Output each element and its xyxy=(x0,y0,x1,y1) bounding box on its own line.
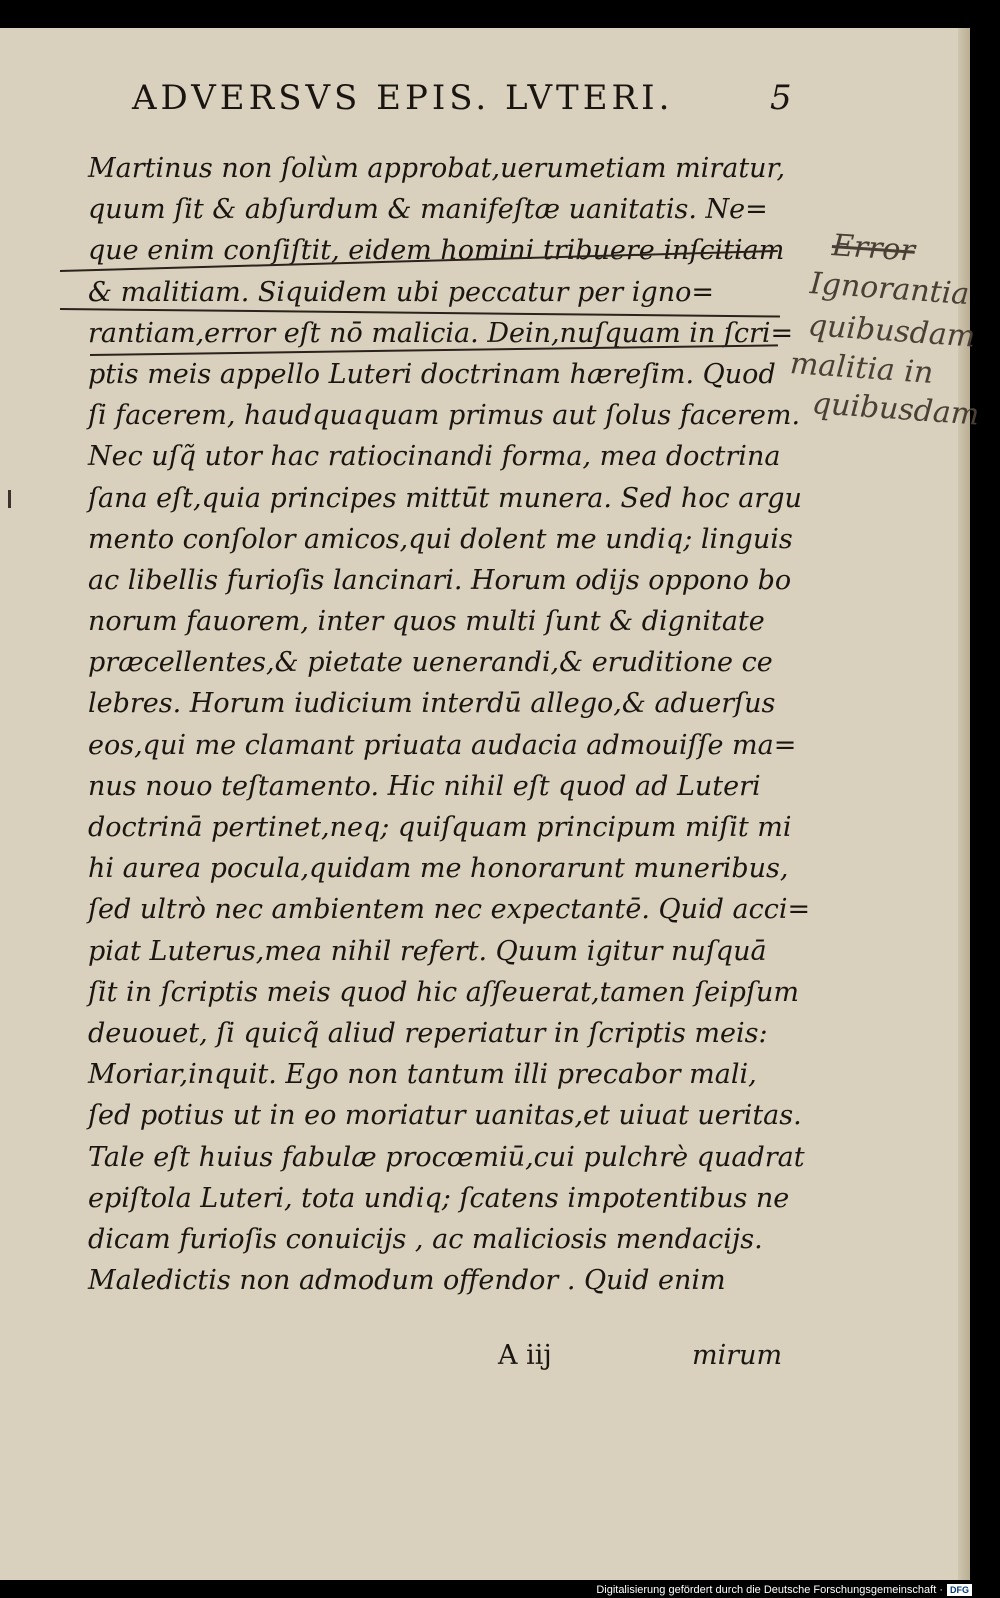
text-line: deuouet, ſi quicq̃ aliud reperiatur in ſcriptis meis: xyxy=(88,1017,768,1049)
text-line: Martinus non ſolùm approbat,uerumetiam miratur, xyxy=(88,153,786,184)
text-line: ſi facerem, haudquaquam primus aut ſolus facerem. xyxy=(88,400,801,432)
text-line: ſit in ſcriptis meis quod hic aſſeuerat,tamen ſeipſum xyxy=(88,976,799,1008)
dfg-logo: DFG xyxy=(947,1584,972,1596)
text-line: Tale eſt huius fabulæ procœmiū,cui pulchrè quadrat xyxy=(88,1141,805,1173)
text-line: mento conſolor amicos,qui dolent me undiq; linguis xyxy=(88,523,793,555)
text-line: piat Luterus,mea nihil refert. Quum igitur nuſquā xyxy=(88,935,767,967)
marginal-note: Ignorantia xyxy=(808,266,971,313)
text-line: Maledictis non admodum offendor . Quid enim xyxy=(88,1265,726,1297)
text-line: nus nouo teſtamento. Hic nihil eſt quod ad Luteri xyxy=(88,770,761,802)
text-line: ſana eſt,quia principes mittūt munera. Sed hoc argu xyxy=(88,482,802,514)
page-fore-edge xyxy=(958,28,970,1580)
text-line: præcellentes,& pietate uenerandi,& eruditione ce xyxy=(88,647,773,679)
text-line: ſed ultrò nec ambientem nec expectantē. Quid acci= xyxy=(88,894,811,926)
gutter-mark xyxy=(8,490,11,508)
text-line: que enim conſiſtit, eidem homini tribuere inſcitiam xyxy=(88,235,785,267)
text-line: eos,qui me clamant priuata audacia admouiſſe ma= xyxy=(88,729,797,761)
text-line: ac libellis furioſis lancinari. Horum odijs oppono bo xyxy=(88,564,792,596)
body-text xyxy=(88,148,811,1301)
text-line: ptis meis appello Luteri doctrinam hæreſim. Quod xyxy=(88,358,776,390)
text-line: ſed potius ut in eo moriatur uanitas,et uiuat ueritas. xyxy=(88,1100,802,1132)
signature-mark: A iij xyxy=(498,1340,552,1371)
text-line: dicam furioſis conuicijs , ac maliciosis mendacijs. xyxy=(88,1223,763,1255)
marginal-note: quibusdam xyxy=(806,308,977,355)
text-line: norum fauorem, inter quos multi ſunt & dignitate xyxy=(88,606,765,638)
running-head: ADVERSVS EPIS. LVTERI. xyxy=(132,78,674,118)
text-line: & malitiam. Siquidem ubi peccatur per igno= xyxy=(88,276,714,308)
text-line: epiſtola Luteri, tota undiq; ſcatens impotentibus ne xyxy=(88,1182,790,1214)
credit-text: Digitalisierung gefördert durch die Deutsche Forschungsgemeinschaft · xyxy=(596,1584,943,1596)
text-line: rantiam,error eſt nō malicia. Dein,nuſquam in ſcri= xyxy=(88,317,794,349)
text-line: lebres. Horum iudicium interdū allego,& aduerſus xyxy=(88,688,776,720)
text-line: hi aurea pocula,quidam me honorarunt muneribus, xyxy=(88,853,789,885)
catchword: mirum xyxy=(692,1340,783,1371)
marginal-note: quibusdam xyxy=(810,386,981,433)
digitization-credit xyxy=(596,1584,972,1596)
marginal-note: malitia in xyxy=(788,346,935,391)
text-line: Moriar,inquit. Ego non tantum illi precabor mali, xyxy=(88,1059,757,1091)
folio-number: 5 xyxy=(770,78,792,118)
text-line: quum ſit & abſurdum & manifeſtæ uanitatis. Ne= xyxy=(88,194,768,226)
marginal-note-struck: Error xyxy=(830,228,917,269)
text-line: doctrinā pertinet,neq; quiſquam principum miſit mi xyxy=(88,812,792,843)
text-line: Nec uſq̃ utor hac ratiocinandi forma, mea doctrina xyxy=(88,441,781,473)
